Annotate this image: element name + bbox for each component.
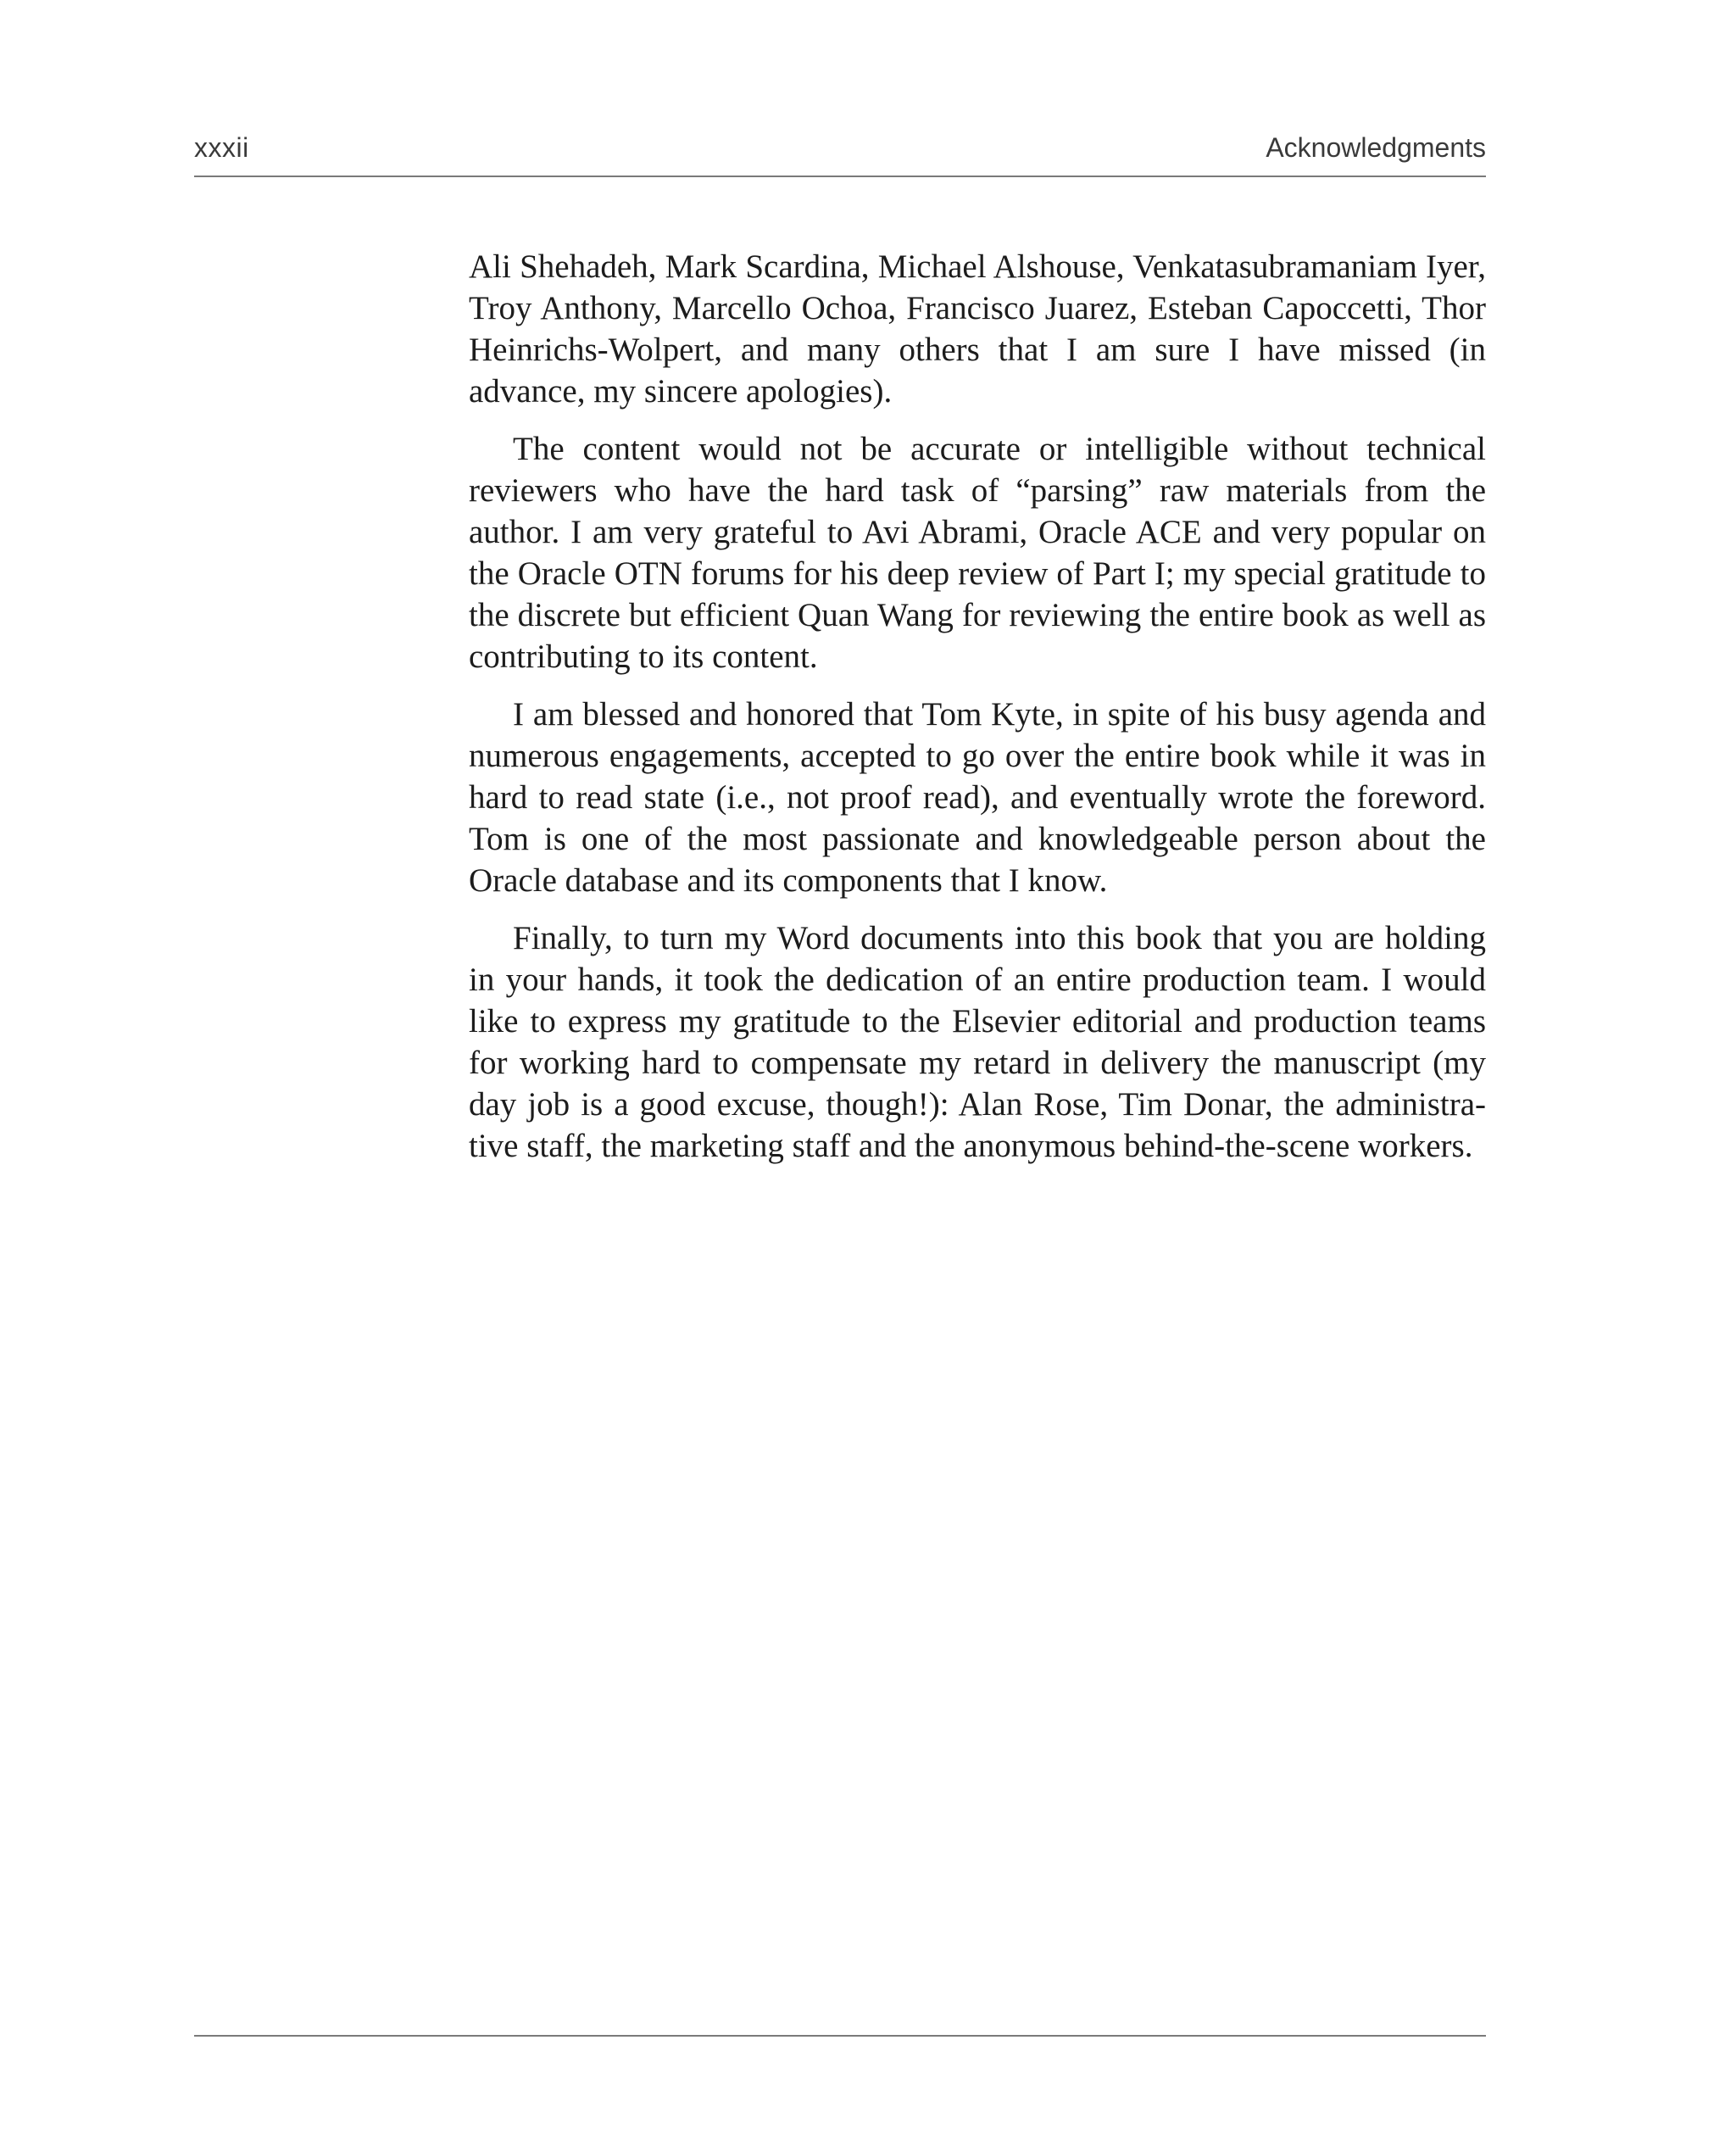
body-text <box>469 246 1486 1183</box>
paragraph-2: The content would not be accurate or intelligible without technical reviewers who have the hard task of “parsing” raw materials from the author. I am very grateful to Avi Abrami, Oracle ACE and very popular on the Oracle OTN forums for his deep review of Part I; my special gratitude to the discrete but efficient Quan Wang for reviewing the entire book as well as contributing to its content. <box>469 431 1486 675</box>
paragraph-3: I am blessed and honored that Tom Kyte, in spite of his busy agenda and numerous engagements, accepted to go over the entire book while it was in hard to read state (i.e., not proof read), and eventually wrote the foreword. Tom is one of the most passionate and knowledgeable person about the Oracle database and its components that I know. <box>469 696 1486 899</box>
section-title: Acknowledgments <box>1266 132 1486 163</box>
paragraph-1: Ali Shehadeh, Mark Scardina, Michael Alshouse, Venkatasubramaniam Iyer, Troy Anthony, Marcello Ochoa, Francisco Juarez, Esteban Capoccetti, Thor Heinrichs-Wolpert, and many others that I am sure I have missed (in advance, my sincere apologies). <box>469 248 1486 410</box>
header-rule <box>194 176 1486 177</box>
running-head <box>194 127 1486 178</box>
page-number: xxxii <box>194 132 249 163</box>
paragraph-4: Finally, to turn my Word documents into this book that you are holding in your hands, it took the dedication of an entire production team. I would like to express my gratitude to the Elsevier editorial and production teams for working hard to compensate my retard in delivery the manuscript (my day job is a good excuse, though!): Alan Rose, Tim Donar, the administra-tive staff, the marketing staff and the anonymous behind-the-scene workers. <box>469 920 1486 1164</box>
footer-rule <box>194 2035 1486 2037</box>
